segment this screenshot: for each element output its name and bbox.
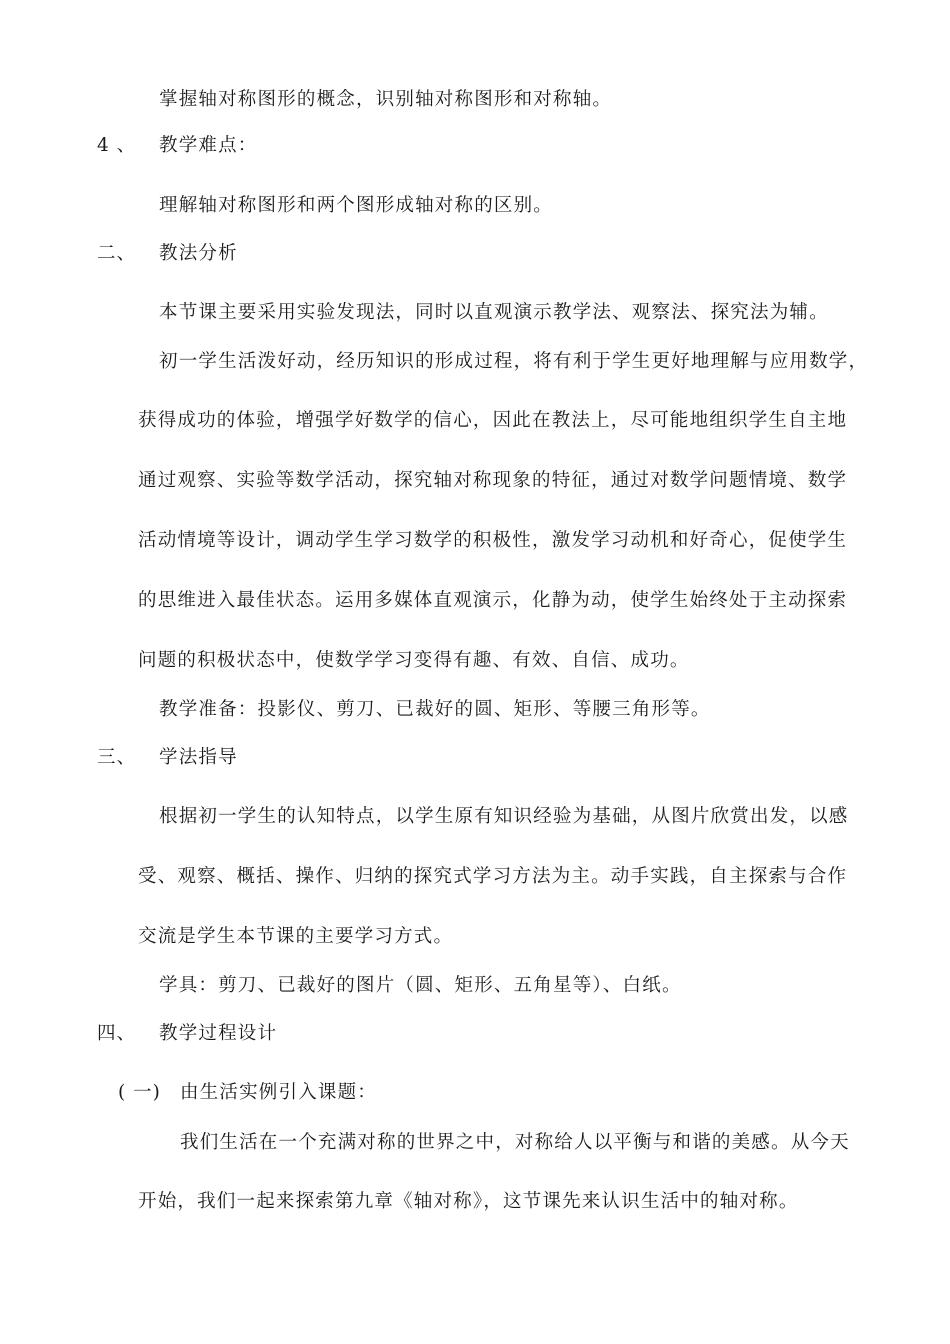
paragraph-analysis-line-2: 获得成功的体验，增强学好数学的信心，因此在教法上，尽可能地组织学生自主地 (138, 410, 848, 431)
paragraph-analysis-line-4: 活动情境等设计，调动学生学习数学的积极性，激发学习动机和好奇心，促使学生 (138, 530, 848, 551)
section-3-title: 学法指导 (159, 747, 238, 768)
paragraph-intro-line-1: 我们生活在一个充满对称的世界之中，对称给人以平衡与和谐的美感。从今天 (180, 1132, 850, 1153)
paragraph-method: 本节课主要采用实验发现法，同时以直观演示教学法、观察法、探究法为辅。 (159, 302, 829, 323)
section-4-title: 教学难点： (159, 135, 258, 156)
paragraph-guidance-line-3: 交流是学生本节课的主要学习方式。 (138, 926, 454, 947)
section-3-number: 三、 (97, 747, 137, 768)
paragraph-preparation: 教学准备：投影仪、剪刀、已裁好的圆、矩形、等腰三角形等。 (159, 699, 711, 720)
paragraph-guidance-line-2: 受、观察、概括、操作、归纳的探究式学习方法为主。动手实践，自主探索与合作 (138, 866, 848, 887)
paragraph-guidance-line-1: 根据初一学生的认知特点，以学生原有知识经验为基础，从图片欣赏出发，以感 (159, 806, 849, 827)
section-2-title: 教法分析 (159, 243, 238, 264)
paragraph-key-point: 掌握轴对称图形的概念，识别轴对称图形和对称轴。 (159, 89, 613, 110)
paragraph-analysis-line-1: 初一学生活泼好动，经历知识的形成过程，将有利于学生更好地理解与应用数学， (159, 351, 869, 372)
paragraph-tools: 学具：剪刀、已裁好的图片（圆、矩形、五角星等）、白纸。 (159, 975, 682, 996)
subsection-1-number: ( 一) (118, 1082, 161, 1103)
paragraph-intro-line-2: 开始，我们一起来探索第九章《轴对称》，这节课先来认识生活中的轴对称。 (138, 1191, 799, 1212)
paragraph-difficulty: 理解轴对称图形和两个图形成轴对称的区别。 (159, 195, 554, 216)
paragraph-analysis-line-5: 的思维进入最佳状态。运用多媒体直观演示，化静为动，使学生始终处于主动探索 (138, 590, 848, 611)
section-2-number: 二、 (97, 243, 137, 264)
section-4b-title: 教学过程设计 (159, 1023, 278, 1044)
paragraph-analysis-line-6: 问题的积极状态中，使数学学习变得有趣、有效、自信、成功。 (138, 650, 690, 671)
paragraph-analysis-line-3: 通过观察、实验等数学活动，探究轴对称现象的特征，通过对数学问题情境、数学 (138, 470, 848, 491)
section-4-number: 4 、 (97, 135, 137, 156)
subsection-1-title: 由生活实例引入课题： (180, 1082, 378, 1103)
section-4b-number: 四、 (97, 1023, 137, 1044)
